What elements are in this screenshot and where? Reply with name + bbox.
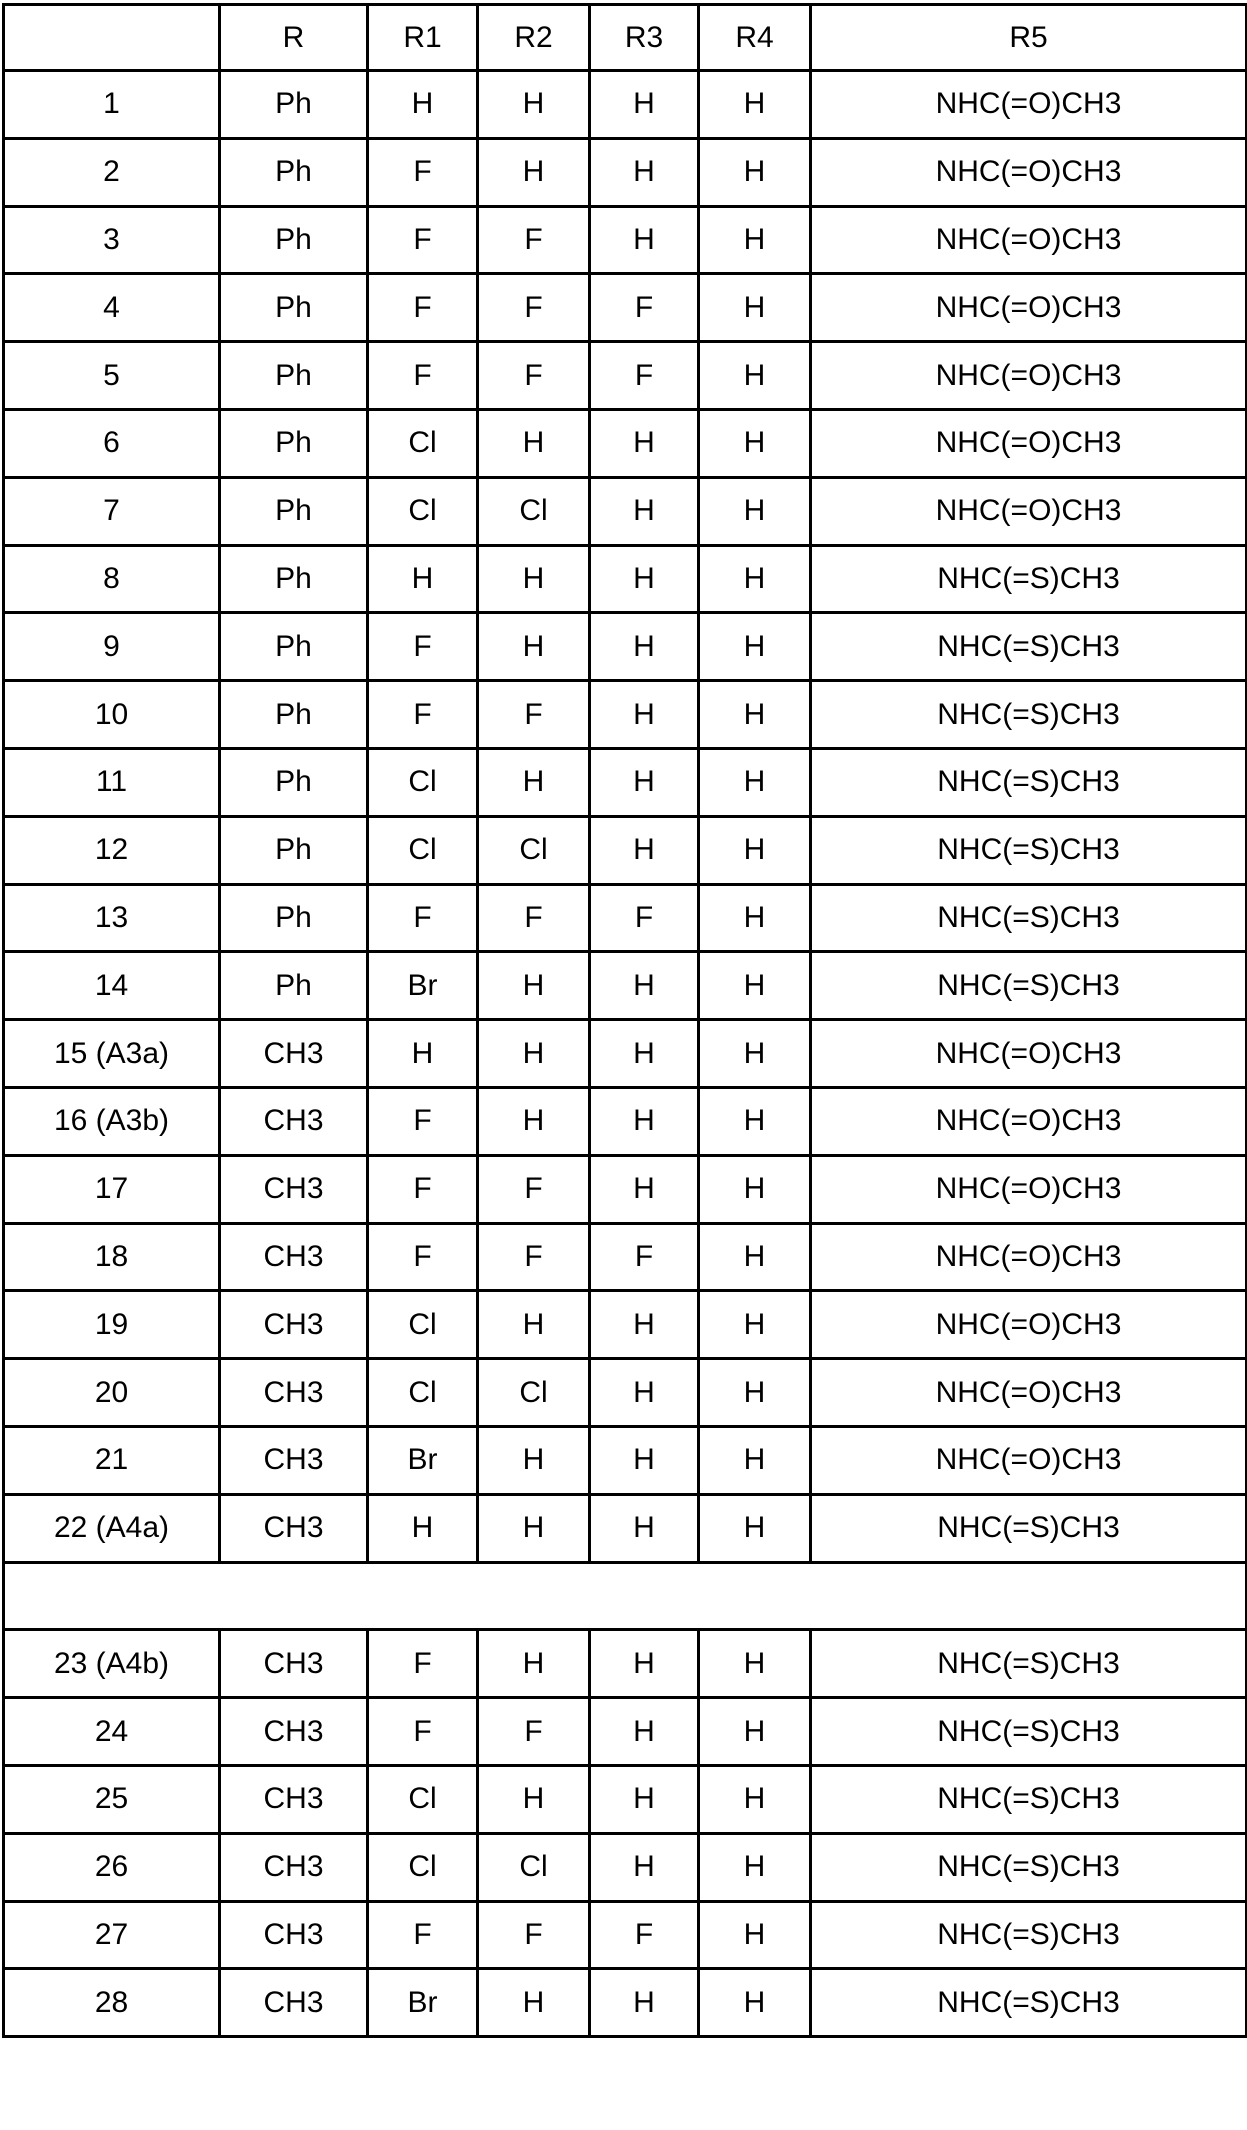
cell-r5: NHC(=S)CH3 [811,545,1247,613]
table-row [4,274,1247,342]
cell-r: Ph [220,884,368,952]
cell-r4: H [699,71,811,139]
table-row [4,342,1247,410]
cell-r2: F [478,884,590,952]
cell-r1: F [368,1901,478,1969]
cell-r: Ph [220,138,368,206]
cell-r4: H [699,1765,811,1833]
cell-compound-no: 9 [4,613,220,681]
table-body [4,71,1247,2037]
cell-r1: F [368,1087,478,1155]
cell-r1: F [368,1630,478,1698]
table-row [4,1087,1247,1155]
cell-r5: NHC(=O)CH3 [811,138,1247,206]
cell-r5: NHC(=S)CH3 [811,1969,1247,2037]
cell-r4: H [699,545,811,613]
cell-r3: F [590,1223,699,1291]
cell-r4: H [699,1833,811,1901]
cell-r3: H [590,1291,699,1359]
cell-r5: NHC(=O)CH3 [811,1020,1247,1088]
cell-compound-no: 4 [4,274,220,342]
cell-compound-no: 23 (A4b) [4,1630,220,1698]
cell-compound-no: 7 [4,477,220,545]
table-row [4,1833,1247,1901]
cell-r5: NHC(=S)CH3 [811,1765,1247,1833]
cell-r4: H [699,1630,811,1698]
cell-compound-no: 17 [4,1155,220,1223]
cell-r1: H [368,1020,478,1088]
cell-r3: H [590,138,699,206]
cell-r4: H [699,274,811,342]
cell-r4: H [699,1426,811,1494]
cell-r3: F [590,342,699,410]
cell-compound-no: 11 [4,748,220,816]
table-header [4,5,1247,71]
header-row [4,5,1247,71]
cell-r4: H [699,1087,811,1155]
cell-compound-no: 21 [4,1426,220,1494]
cell-r2: H [478,1494,590,1562]
cell-r: CH3 [220,1698,368,1766]
cell-r2: F [478,274,590,342]
cell-r4: H [699,613,811,681]
cell-r3: H [590,1765,699,1833]
table-row [4,138,1247,206]
cell-compound-no: 12 [4,816,220,884]
cell-r3: H [590,545,699,613]
cell-r4: H [699,1155,811,1223]
cell-r: CH3 [220,1494,368,1562]
table-row [4,681,1247,749]
cell-r4: H [699,1223,811,1291]
cell-r4: H [699,816,811,884]
cell-r1: H [368,71,478,139]
cell-r: CH3 [220,1223,368,1291]
cell-r2: F [478,342,590,410]
cell-r1: F [368,342,478,410]
cell-r: CH3 [220,1765,368,1833]
cell-r4: H [699,681,811,749]
cell-r5: NHC(=S)CH3 [811,1901,1247,1969]
cell-r5: NHC(=S)CH3 [811,1698,1247,1766]
table-row [4,613,1247,681]
cell-r1: Cl [368,1765,478,1833]
table-row [4,884,1247,952]
cell-r5: NHC(=S)CH3 [811,748,1247,816]
table-row [4,1969,1247,2037]
cell-r: CH3 [220,1155,368,1223]
cell-r3: H [590,1359,699,1427]
cell-r: CH3 [220,1833,368,1901]
cell-r3: F [590,274,699,342]
cell-r: Ph [220,816,368,884]
table-row [4,1630,1247,1698]
cell-r5: NHC(=O)CH3 [811,274,1247,342]
cell-r1: H [368,545,478,613]
cell-r1: F [368,1223,478,1291]
cell-r3: H [590,1630,699,1698]
cell-r3: F [590,884,699,952]
cell-compound-no: 6 [4,409,220,477]
cell-r: Ph [220,613,368,681]
table-row [4,1291,1247,1359]
cell-r2: H [478,1291,590,1359]
cell-r3: H [590,477,699,545]
cell-r2: Cl [478,816,590,884]
cell-r2: H [478,1630,590,1698]
table-row [4,1494,1247,1562]
cell-r4: H [699,1969,811,2037]
table-row [4,1020,1247,1088]
cell-r4: H [699,477,811,545]
blank-cell [4,1562,1247,1630]
cell-r4: H [699,1901,811,1969]
header-compound-no [4,5,220,71]
cell-r5: NHC(=O)CH3 [811,477,1247,545]
cell-r5: NHC(=O)CH3 [811,1359,1247,1427]
cell-r2: F [478,1901,590,1969]
cell-compound-no: 24 [4,1698,220,1766]
header-r: R [220,5,368,71]
cell-compound-no: 19 [4,1291,220,1359]
cell-r5: NHC(=O)CH3 [811,71,1247,139]
cell-compound-no: 26 [4,1833,220,1901]
cell-r2: F [478,1155,590,1223]
cell-r: Ph [220,477,368,545]
cell-r3: F [590,1901,699,1969]
cell-r: Ph [220,681,368,749]
cell-r5: NHC(=S)CH3 [811,816,1247,884]
cell-compound-no: 10 [4,681,220,749]
cell-r3: H [590,952,699,1020]
cell-r3: H [590,1426,699,1494]
cell-r4: H [699,1698,811,1766]
cell-compound-no: 2 [4,138,220,206]
cell-r5: NHC(=O)CH3 [811,206,1247,274]
cell-r5: NHC(=O)CH3 [811,342,1247,410]
cell-r3: H [590,816,699,884]
cell-r: CH3 [220,1359,368,1427]
cell-r1: F [368,138,478,206]
cell-r3: H [590,1087,699,1155]
cell-r: CH3 [220,1969,368,2037]
cell-compound-no: 5 [4,342,220,410]
table-row [4,1223,1247,1291]
cell-r2: F [478,1698,590,1766]
cell-r1: Cl [368,409,478,477]
cell-r3: H [590,1833,699,1901]
cell-r3: H [590,1698,699,1766]
table-row [4,952,1247,1020]
cell-r2: F [478,206,590,274]
cell-r1: Cl [368,1291,478,1359]
cell-r2: F [478,1223,590,1291]
cell-compound-no: 20 [4,1359,220,1427]
cell-r: Ph [220,274,368,342]
cell-r3: H [590,748,699,816]
cell-r: Ph [220,748,368,816]
cell-r2: H [478,409,590,477]
table-row [4,1155,1247,1223]
cell-r1: F [368,613,478,681]
cell-r3: H [590,1155,699,1223]
cell-r3: H [590,613,699,681]
cell-r5: NHC(=O)CH3 [811,1291,1247,1359]
cell-r3: H [590,206,699,274]
cell-r4: H [699,1494,811,1562]
cell-r5: NHC(=O)CH3 [811,1223,1247,1291]
cell-compound-no: 13 [4,884,220,952]
cell-r2: H [478,1969,590,2037]
cell-compound-no: 8 [4,545,220,613]
cell-r5: NHC(=S)CH3 [811,1494,1247,1562]
cell-compound-no: 22 (A4a) [4,1494,220,1562]
cell-r2: H [478,1020,590,1088]
cell-r4: H [699,1291,811,1359]
cell-r1: F [368,884,478,952]
cell-r: CH3 [220,1291,368,1359]
cell-r4: H [699,206,811,274]
header-r1: R1 [368,5,478,71]
cell-r2: H [478,952,590,1020]
cell-r4: H [699,409,811,477]
table-row [4,409,1247,477]
cell-compound-no: 28 [4,1969,220,2037]
cell-r1: F [368,274,478,342]
cell-r1: Cl [368,477,478,545]
cell-r3: H [590,681,699,749]
cell-r2: Cl [478,1359,590,1427]
table-row [4,748,1247,816]
cell-compound-no: 3 [4,206,220,274]
cell-r4: H [699,138,811,206]
cell-r: CH3 [220,1901,368,1969]
cell-r1: F [368,681,478,749]
table-row [4,545,1247,613]
cell-compound-no: 25 [4,1765,220,1833]
cell-r3: H [590,71,699,139]
cell-compound-no: 15 (A3a) [4,1020,220,1088]
cell-r: CH3 [220,1087,368,1155]
cell-r5: NHC(=S)CH3 [811,952,1247,1020]
table-row [4,816,1247,884]
cell-r1: Cl [368,748,478,816]
cell-r2: F [478,681,590,749]
cell-r3: H [590,1494,699,1562]
cell-r4: H [699,952,811,1020]
cell-r5: NHC(=S)CH3 [811,613,1247,681]
cell-r1: F [368,1698,478,1766]
cell-r5: NHC(=S)CH3 [811,1630,1247,1698]
header-r5: R5 [811,5,1247,71]
cell-r2: H [478,1426,590,1494]
cell-r: Ph [220,342,368,410]
cell-compound-no: 1 [4,71,220,139]
cell-r2: H [478,1087,590,1155]
header-r3: R3 [590,5,699,71]
cell-r2: H [478,71,590,139]
cell-r5: NHC(=S)CH3 [811,1833,1247,1901]
cell-r4: H [699,748,811,816]
cell-r: CH3 [220,1630,368,1698]
cell-r1: Cl [368,1359,478,1427]
table-row [4,1765,1247,1833]
cell-r5: NHC(=S)CH3 [811,884,1247,952]
cell-r5: NHC(=S)CH3 [811,681,1247,749]
cell-r4: H [699,1359,811,1427]
cell-r: Ph [220,206,368,274]
cell-compound-no: 27 [4,1901,220,1969]
table-row [4,1426,1247,1494]
table-row [4,1359,1247,1427]
table-row [4,71,1247,139]
cell-compound-no: 14 [4,952,220,1020]
table-row [4,477,1247,545]
table-row [4,1901,1247,1969]
blank-row [4,1562,1247,1630]
cell-compound-no: 18 [4,1223,220,1291]
cell-r2: H [478,138,590,206]
cell-r4: H [699,342,811,410]
cell-r3: H [590,409,699,477]
cell-r2: Cl [478,1833,590,1901]
cell-r2: Cl [478,477,590,545]
cell-r2: H [478,613,590,681]
cell-r: CH3 [220,1020,368,1088]
table-row [4,206,1247,274]
cell-r1: Cl [368,816,478,884]
cell-r4: H [699,1020,811,1088]
cell-r5: NHC(=O)CH3 [811,1155,1247,1223]
cell-r1: F [368,1155,478,1223]
compound-table [2,3,1247,2038]
cell-r1: F [368,206,478,274]
cell-r1: Br [368,952,478,1020]
cell-r4: H [699,884,811,952]
cell-r: Ph [220,409,368,477]
cell-r5: NHC(=O)CH3 [811,1426,1247,1494]
cell-r2: H [478,1765,590,1833]
cell-r2: H [478,748,590,816]
cell-r: Ph [220,952,368,1020]
header-r4: R4 [699,5,811,71]
cell-compound-no: 16 (A3b) [4,1087,220,1155]
cell-r: Ph [220,71,368,139]
cell-r1: H [368,1494,478,1562]
cell-r1: Br [368,1426,478,1494]
cell-r5: NHC(=O)CH3 [811,409,1247,477]
cell-r: CH3 [220,1426,368,1494]
table-row [4,1698,1247,1766]
cell-r1: Br [368,1969,478,2037]
cell-r5: NHC(=O)CH3 [811,1087,1247,1155]
cell-r3: H [590,1969,699,2037]
cell-r3: H [590,1020,699,1088]
cell-r: Ph [220,545,368,613]
cell-r1: Cl [368,1833,478,1901]
header-r2: R2 [478,5,590,71]
cell-r2: H [478,545,590,613]
